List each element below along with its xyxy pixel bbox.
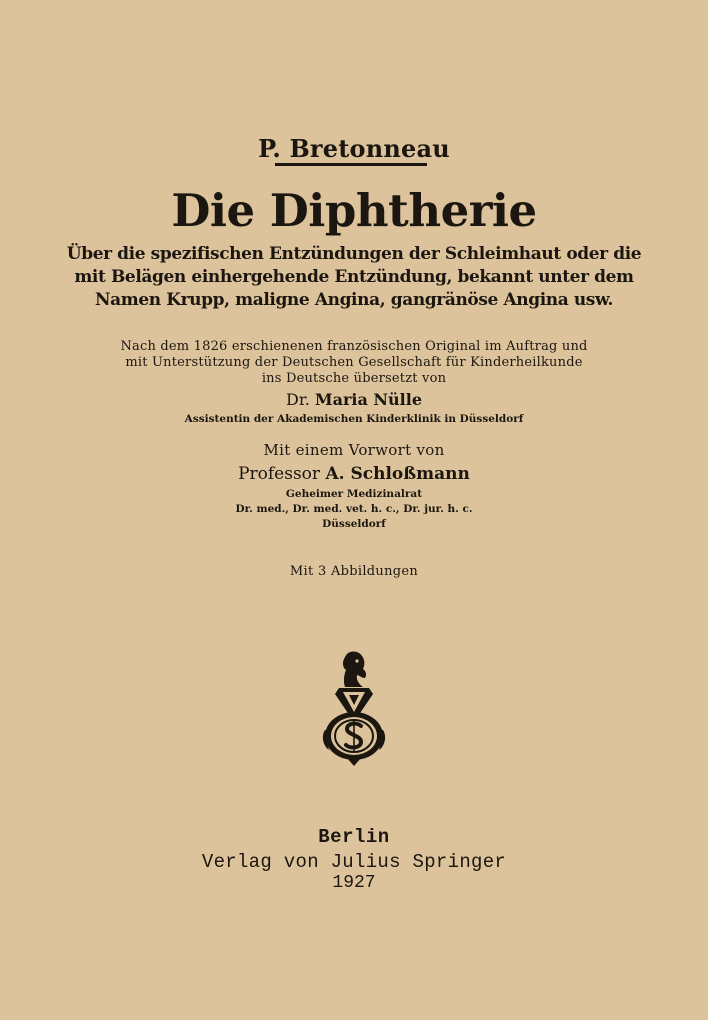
translator <box>0 390 708 409</box>
translator-prefix: Dr. <box>285 390 315 409</box>
springer-knight-logo-icon <box>319 650 389 766</box>
foreword-author <box>0 464 708 484</box>
subtitle-line: mit Belägen einhergehende Entzündung, bekannt unter dem <box>74 267 634 287</box>
illustrations-note: Mit 3 Abbildungen <box>289 564 419 579</box>
foreword-author-name: A. Schloßmann <box>325 464 470 484</box>
subtitle-line: Über die spezifischen Entzündungen der Schleimhaut oder die <box>66 244 642 264</box>
author-name: P. Bretonneau <box>258 134 450 163</box>
foreword-author-prefix: Professor <box>238 464 326 484</box>
subtitle-line: Namen Krupp, maligne Angina, gangränöse Angina usw. <box>94 290 614 310</box>
translation-note-line: ins Deutsche übersetzt von <box>261 371 447 386</box>
foreword-author-detail: Düsseldorf <box>322 518 386 530</box>
translator-affiliation: Assistentin der Akademischen Kinderklinik in Düsseldorf <box>184 413 524 425</box>
foreword-label: Mit einem Vorwort von <box>263 441 445 459</box>
foreword-author-detail: Geheimer Medizinalrat <box>285 488 423 500</box>
translation-note-line: mit Unterstützung der Deutschen Gesellschaft für Kinderheilkunde <box>125 355 583 370</box>
translation-note-line: Nach dem 1826 erschienenen französischen Original im Auftrag und <box>120 339 588 354</box>
imprint-city: Berlin <box>318 826 390 848</box>
translator-name: Maria Nülle <box>314 390 422 409</box>
author-underline <box>275 163 427 166</box>
imprint-publisher: Verlag von Julius Springer <box>201 851 507 873</box>
book-title: Die Diphtherie <box>171 184 537 237</box>
foreword-author-detail: Dr. med., Dr. med. vet. h. c., Dr. jur. h. c. <box>235 503 473 515</box>
imprint-year: 1927 <box>332 873 376 893</box>
